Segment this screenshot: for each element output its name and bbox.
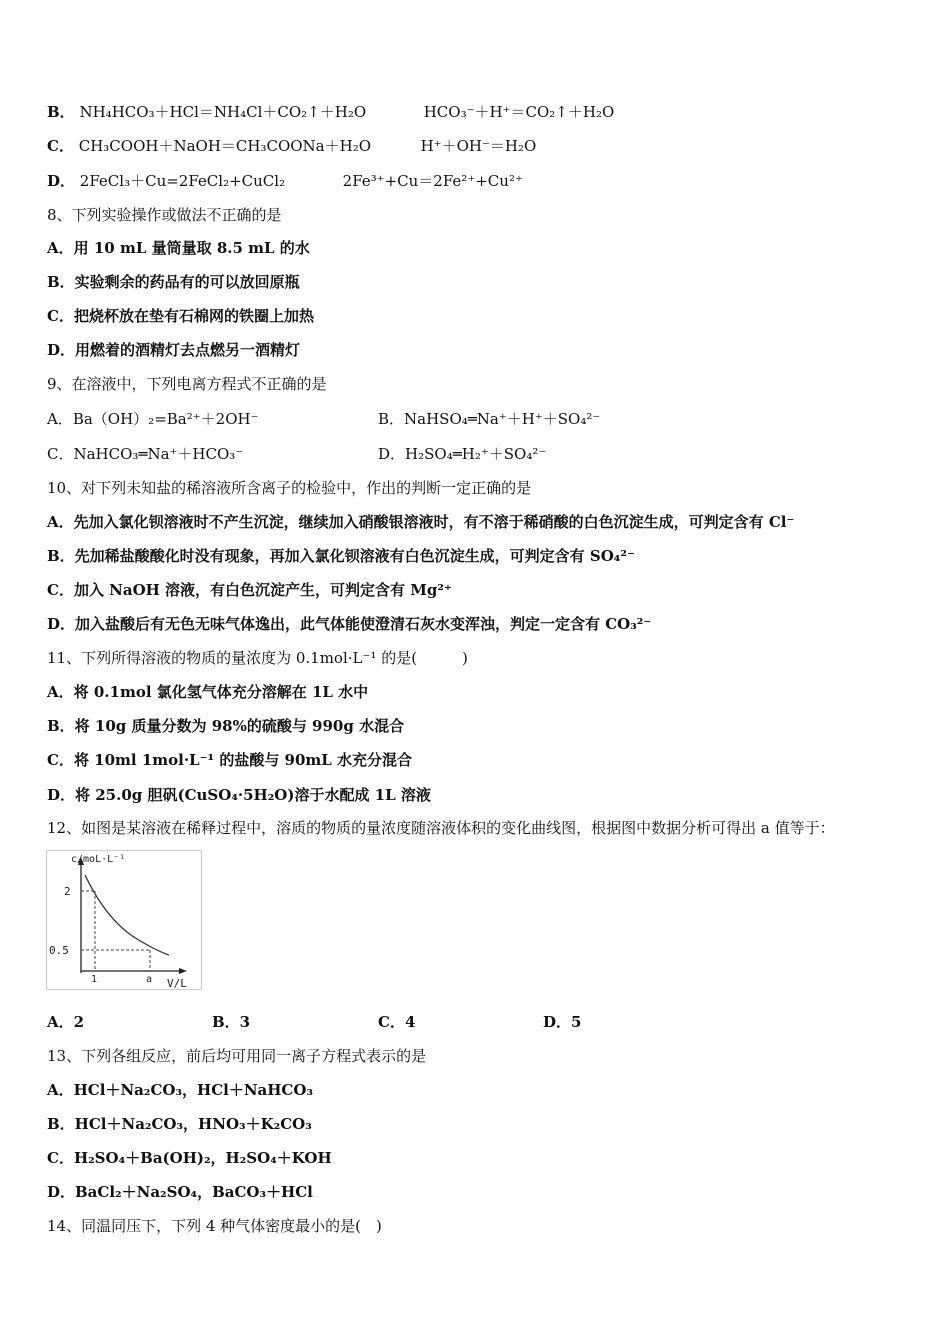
q10-option-c: C．加入 NaOH 溶液，有白色沉淀产生，可判定含有 Mg²⁺ (47, 581, 452, 599)
q12-option-a: A．2 (47, 1013, 85, 1031)
q7-option-c: C． CH₃COOH＋NaOH＝CH₃COONa＋H₂O H⁺＋OH⁻＝H₂O (47, 137, 537, 155)
q8-option-a: A．用 10 mL 量筒量取 8.5 mL 的水 (47, 239, 310, 257)
q7-b-equation: NH₄HCO₃＋HCl＝NH₄Cl＋CO₂↑＋H₂O (79, 103, 367, 121)
q14-stem: 14、同温同压下，下列 4 种气体密度最小的是( ) (47, 1217, 382, 1235)
q7-option-d: D． 2FeCl₃＋Cu=2FeCl₂+CuCl₂ 2Fe³⁺+Cu＝2Fe²⁺+Cu²⁺ (47, 172, 523, 190)
q10-option-b: B．先加稀盐酸酸化时没有现象，再加入氯化钡溶液有白色沉淀生成，可判定含有 SO₄²⁻ (47, 547, 635, 565)
q13-option-a: A．HCl＋Na₂CO₃，HCl＋NaHCO₃ (47, 1081, 314, 1099)
q12-option-b: B．3 (212, 1013, 251, 1031)
concentration-volume-graph (47, 851, 201, 989)
q10-option-a: A．先加入氯化钡溶液时不产生沉淀，继续加入硝酸银溶液时，有不溶于稀硝酸的白色沉淀生成，可判定含有 Cl⁻ (47, 513, 795, 531)
q13-stem: 13、下列各组反应，前后均可用同一离子方程式表示的是 (47, 1047, 427, 1065)
q11-stem: 11、下列所得溶液的物质的量浓度为 0.1mol·L⁻¹ 的是( ) (47, 649, 468, 667)
q9-option-a: A．Ba（OH）₂=Ba²⁺＋2OH⁻ (47, 410, 259, 428)
q7-c-ionic-equation: H⁺＋OH⁻＝H₂O (420, 137, 537, 155)
q12-stem: 12、如图是某溶液在稀释过程中，溶质的物质的量浓度随溶液体积的变化曲线图，根据图中数据分析可得出 a 值等于： (47, 819, 835, 837)
q11-option-d: D．将 25.0g 胆矾(CuSO₄·5H₂O)溶于水配成 1L 溶液 (47, 786, 431, 804)
y-tick-2: 2 (64, 885, 71, 898)
q11-option-b: B．将 10g 质量分数为 98%的硫酸与 990g 水混合 (47, 717, 405, 735)
q12-option-d: D．5 (543, 1013, 582, 1031)
q12-graph (46, 850, 202, 990)
q12-option-c: C．4 (378, 1013, 416, 1031)
y-tick-0.5: 0.5 (49, 944, 69, 957)
x-axis-label: V/L (167, 977, 187, 989)
q11-option-a: A．将 0.1mol 氯化氢气体充分溶解在 1L 水中 (47, 683, 369, 701)
q9-option-c: C．NaHCO₃═Na⁺＋HCO₃⁻ (47, 445, 244, 463)
q9-stem: 9、在溶液中，下列电离方程式不正确的是 (47, 375, 327, 393)
q8-option-d: D．用燃着的酒精灯去点燃另一酒精灯 (47, 341, 301, 359)
q13-option-d: D．BaCl₂＋Na₂SO₄，BaCO₃＋HCl (47, 1183, 313, 1201)
q10-option-d: D．加入盐酸后有无色无味气体逸出，此气体能使澄清石灰水变浑浊，判定一定含有 CO₃²⁻ (47, 615, 652, 633)
x-tick-1: 1 (91, 974, 98, 985)
q8-option-b: B．实验剩余的药品有的可以放回原瓶 (47, 273, 300, 291)
y-axis-label: c/moL·L⁻¹ (71, 854, 126, 865)
q7-c-equation: CH₃COOH＋NaOH＝CH₃COONa＋H₂O (78, 137, 372, 155)
q8-option-c: C．把烧杯放在垫有石棉网的铁圈上加热 (47, 307, 314, 325)
dilution-curve (85, 875, 169, 955)
q13-option-b: B．HCl＋Na₂CO₃，HNO₃＋K₂CO₃ (47, 1115, 312, 1133)
q9-option-d: D．H₂SO₄═H₂⁺＋SO₄²⁻ (378, 445, 547, 463)
q7-d-ionic-equation: 2Fe³⁺+Cu＝2Fe²⁺+Cu²⁺ (342, 172, 523, 190)
x-axis-arrow (179, 968, 187, 974)
q7-d-equation: 2FeCl₃＋Cu=2FeCl₂+CuCl₂ (79, 172, 286, 190)
q11-option-c: C．将 10ml 1mol·L⁻¹ 的盐酸与 90mL 水充分混合 (47, 751, 413, 769)
x-tick-a: a (146, 974, 153, 985)
q8-stem: 8、下列实验操作或做法不正确的是 (47, 206, 282, 224)
q7-b-ionic-equation: HCO₃⁻＋H⁺＝CO₂↑＋H₂O (423, 103, 615, 121)
q9-option-b: B．NaHSO₄═Na⁺＋H⁺＋SO₄²⁻ (378, 410, 601, 428)
q13-option-c: C．H₂SO₄＋Ba(OH)₂，H₂SO₄＋KOH (47, 1149, 332, 1167)
q10-stem: 10、对下列未知盐的稀溶液所含离子的检验中，作出的判断一定正确的是 (47, 479, 532, 497)
q7-option-b: B． NH₄HCO₃＋HCl＝NH₄Cl＋CO₂↑＋H₂O HCO₃⁻＋H⁺＝CO₂↑＋H₂O (47, 103, 615, 121)
